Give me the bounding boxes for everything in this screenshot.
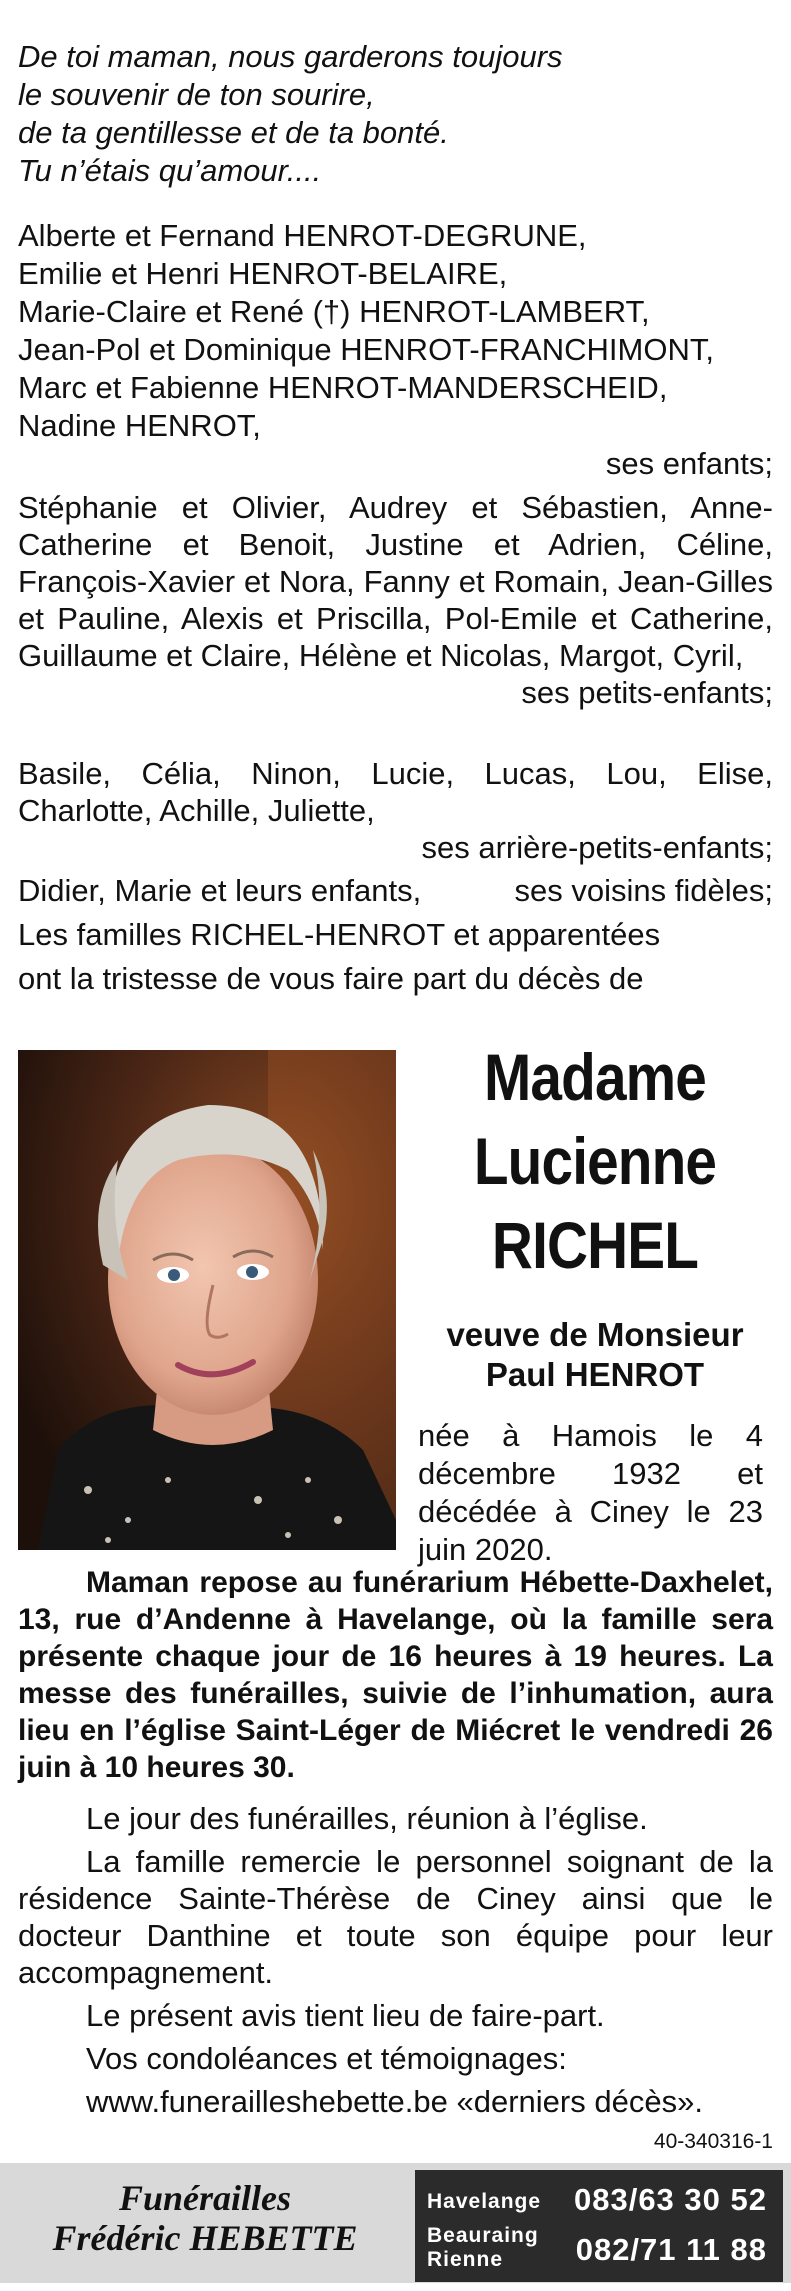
- meeting-line: Le jour des funérailles, réunion à l’église.: [86, 1801, 648, 1836]
- grandchildren-label: ses petits-enfants;: [521, 675, 773, 710]
- brand-line-1: Funérailles: [118, 2178, 292, 2218]
- phone-box: [415, 2170, 783, 2282]
- announce-line: ont la tristesse de vous faire part du décès de: [18, 961, 644, 996]
- location-havelange: Havelange: [427, 2190, 542, 2213]
- reference-number: 40-340316-1: [653, 2130, 773, 2153]
- grandchildren-text: Stéphanie et Olivier, Audrey et Sébastien, Anne-Catherine et Benoit, Justine et Adrien, Céline, François-Xavier et Nora, Fanny et Romain, Jean-Gilles et Pauline, Alexis et Priscilla, Pol-Emile et Catherine, Guillaume et Claire, Hélène et Nicolas, Margot, Cyril,: [18, 490, 773, 673]
- location-beauraing: Beauraing: [427, 2224, 539, 2247]
- notice-line: Le présent avis tient lieu de faire-part.: [86, 1998, 605, 2033]
- great-grandchildren-text: Basile, Célia, Ninon, Lucie, Lucas, Lou, Elise, Charlotte, Achille, Juliette,: [18, 756, 773, 828]
- families-line: Les familles RICHEL-HENROT et apparentées: [18, 917, 661, 952]
- poem: [18, 38, 773, 190]
- child-line: Marie-Claire et René (†) HENROT-LAMBERT,: [18, 294, 650, 329]
- poem-line: de ta gentillesse et de ta bonté.: [18, 115, 449, 150]
- closing-section: [18, 1800, 773, 2120]
- child-line: Marc et Fabienne HENROT-MANDERSCHEID,: [18, 370, 668, 405]
- child-line: Emilie et Henri HENROT-BELAIRE,: [18, 256, 508, 291]
- location-rienne: Rienne: [427, 2248, 504, 2271]
- thanks-paragraph: La famille remercie le personnel soignant de la résidence Sainte-Thérèse de Ciney ainsi que le docteur Danthine et toute son équipe pour leur accompagnement.: [18, 1844, 773, 1990]
- phone-beauraing: 082/71 11 88: [575, 2232, 767, 2267]
- widow-line-1: veuve de Monsieur: [446, 1316, 744, 1353]
- deceased-last-name: RICHEL: [491, 1208, 699, 1282]
- poem-line: le souvenir de ton sourire,: [18, 77, 375, 112]
- child-line: Nadine HENROT,: [18, 408, 261, 443]
- children-label: ses enfants;: [605, 446, 773, 481]
- deceased-name-block: [410, 1035, 780, 1395]
- widow-line-2: Paul HENROT: [485, 1356, 705, 1393]
- birth-death-text: née à Hamois le 4 décembre 1932 et décédée à Ciney le 23 juin 2020.: [418, 1418, 763, 1567]
- condolences-line: Vos condoléances et témoignages:: [86, 2041, 567, 2076]
- neighbors-label: ses voisins fidèles;: [514, 873, 773, 908]
- poem-line: Tu n’étais qu’amour....: [18, 153, 322, 188]
- poem-line: De toi maman, nous garderons toujours: [18, 39, 563, 74]
- brand-line-2: Frédéric HEBETTE: [52, 2218, 358, 2258]
- portrait-illustration: [18, 1050, 396, 1550]
- children-list: [18, 217, 773, 483]
- phone-havelange: 083/63 30 52: [573, 2182, 767, 2217]
- child-line: Alberte et Fernand HENROT-DEGRUNE,: [18, 218, 587, 253]
- website-line: www.funerailleshebette.be «derniers décès».: [86, 2084, 703, 2119]
- neighbors-section: [18, 872, 773, 998]
- great-grandchildren-section: [18, 755, 773, 867]
- child-line: Jean-Pol et Dominique HENROT-FRANCHIMONT,: [18, 332, 714, 367]
- great-grandchildren-label: ses arrière-petits-enfants;: [421, 830, 773, 865]
- neighbors-text: Didier, Marie et leurs enfants,: [18, 873, 422, 908]
- portrait-photo: [18, 1050, 396, 1550]
- grandchildren-section: [18, 489, 773, 712]
- rest-paragraph: Maman repose au funérarium Hébette-Daxhelet, 13, rue d’Andenne à Havelange, où la famille sera présente chaque jour de 16 heures à 19 heures. La messe des funérailles, suivie de l’inhumation, aura lieu en l’église Saint-Léger de Miécret le vendredi 26 juin à 10 heures 30.: [18, 1566, 773, 1784]
- deceased-first-name: Lucienne: [473, 1124, 717, 1198]
- deceased-title: Madame: [484, 1040, 706, 1114]
